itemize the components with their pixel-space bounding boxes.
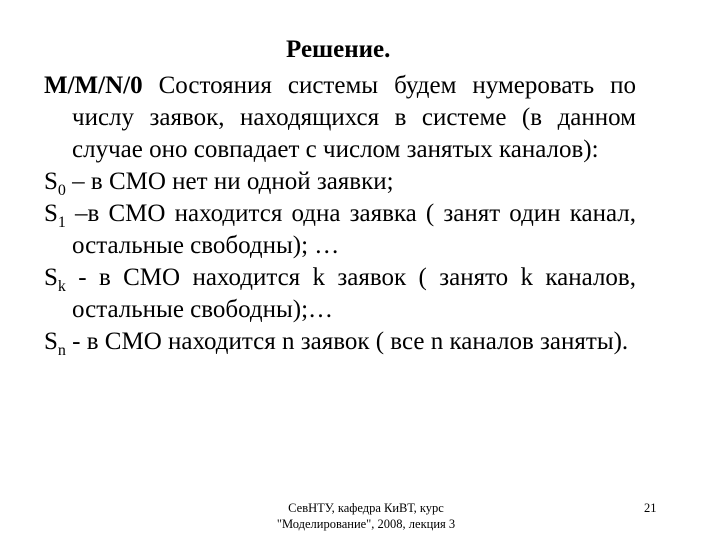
state-index: n (57, 342, 66, 359)
state-symbol: S (44, 264, 58, 291)
state-index: k (57, 278, 66, 295)
state-description: - в СМО находится n заявок ( все n каналов заняты). (65, 328, 629, 355)
state-item (44, 262, 636, 326)
state-description: - в СМО находится k заявок ( занято k каналов, остальные свободны);… (65, 264, 636, 323)
state-symbol: S (44, 328, 58, 355)
model-notation: M/M/N/0 (44, 72, 143, 99)
state-item (44, 198, 636, 262)
intro-paragraph (44, 70, 636, 166)
state-item (44, 166, 636, 198)
state-item (44, 326, 636, 358)
footer-line-1: СевНТУ, кафедра КиВТ, курс (288, 501, 444, 515)
state-index: 1 (57, 214, 66, 231)
state-description: – в СМО нет ни одной заявки; (65, 168, 394, 195)
state-index: 0 (57, 182, 66, 199)
slide-footer (254, 500, 478, 532)
intro-text: Состояния системы будем нумеровать по числу заявок, находящихся в системе (в данном случае оно совпадает с числом занятых каналов): (72, 72, 636, 163)
footer-line-2: "Моделирование", 2008, лекция 3 (276, 517, 456, 531)
slide-title: Решение. (286, 36, 391, 63)
page-number: 21 (644, 501, 657, 515)
state-symbol: S (44, 168, 58, 195)
state-symbol: S (44, 200, 58, 227)
state-description: –в СМО находится одна заявка ( занят один канал, остальные свободны); … (65, 200, 636, 259)
slide-body (44, 70, 636, 358)
